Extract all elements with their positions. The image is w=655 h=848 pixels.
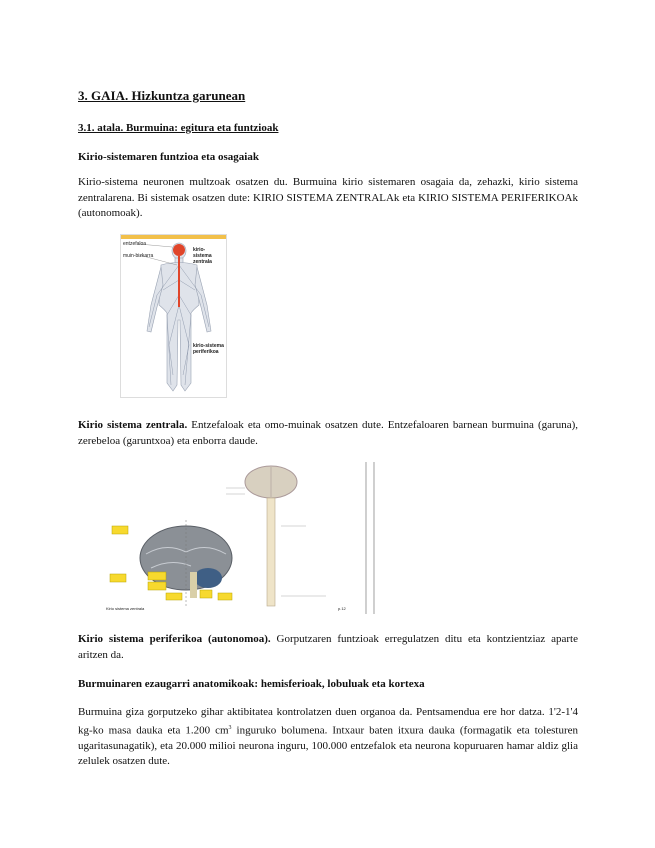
- brain-text-b: inguruko bolumena. Intxaur baten itxura dauka (formagatik eta tolesturen ugaritasunagatik), eta 20.000 milioi neurona inguru, 100.000 entzefalok eta neurona kopuruaren hamar aldiz glia zelulek osatzen dute.: [78, 724, 578, 768]
- cubic-superscript: 3: [228, 724, 232, 731]
- label-spinal-cord: muin-bizkarra: [123, 253, 154, 259]
- brain-figure: [106, 462, 378, 614]
- pns-text: Gorputzaren funtzioak erregulatzen ditu eta kontzientziaz aparte aritzen da.: [78, 633, 578, 661]
- cns-text: Entzefaloak eta omo-muinak osatzen dute. Entzefaloaren barnean burmuina (garuna), zerebeloa (garuntxoa) eta enborra daude.: [78, 419, 578, 447]
- paragraph-brain: [78, 705, 578, 770]
- label-encephalon: entzefaloa: [123, 241, 147, 247]
- cns-lead: Kirio sistema zentrala.: [78, 419, 188, 431]
- pns-lead: Kirio sistema periferikoa (autonomoa).: [78, 633, 271, 645]
- section-heading: 3.1. atala. Burmuina: egitura eta funtzioak: [78, 122, 279, 134]
- brain-icon: [173, 244, 185, 256]
- figure-credit: Kirio sistema zentrala: [106, 606, 145, 611]
- subheading-brain-anatomy: Burmuinaren ezaugarri anatomikoak: hemisferioak, lobuluak eta kortexa: [78, 678, 425, 690]
- brain-text-a: Burmuina giza gorputzeko gihar aktibitatea kontrolatzen duen organoa da. Pentsamendua ere hor datza. 1'2-1'4 kg-ko masa dauka eta 1.200 cm: [78, 706, 578, 737]
- brain-illustration: [106, 462, 378, 614]
- paragraph-pns: [78, 632, 578, 663]
- paragraph-intro: Kirio-sistema neuronen multzoak osatzen du. Burmuina kirio sistemaren osagaia da, zehazki, kirio sistema zentralarena. Bi sistemak osatzen dute: KIRIO SISTEMA ZENTRALAk eta KIRIO SISTEMA PERIFERIKOAk (autonomoak).: [78, 176, 578, 219]
- figure-page-number: p.12: [338, 606, 346, 611]
- document-title: 3. GAIA. Hizkuntza garunean: [78, 88, 246, 103]
- paragraph-cns: [78, 418, 578, 449]
- nervous-system-figure: [120, 234, 227, 398]
- label-cns: kirio-sistema zentrala: [193, 247, 212, 265]
- label-pns: kirio-sistema periferikoa: [193, 343, 224, 355]
- subheading-nervous-system: Kirio-sistemaren funtzioa eta osagaiak: [78, 151, 259, 163]
